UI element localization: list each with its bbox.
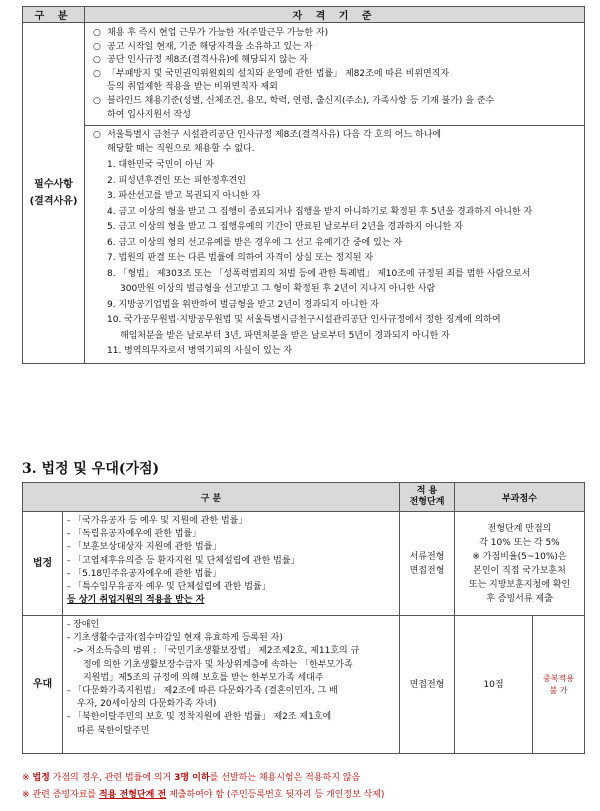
table-row — [23, 23, 585, 126]
list-item: - 장애인 — [67, 620, 100, 630]
footnote-evidence: ※ 관련 증빙자료를 적용 전형단계 전 제출하여야 함 (주민등록번호 뒷자리 등 개인정보 삭제) — [22, 790, 385, 800]
row-label-preference: 우대 — [23, 616, 63, 754]
row-label-legal: 법정 — [23, 512, 63, 616]
list-intro-continued: 해당할 때는 직원으로 채용할 수 없다. — [107, 143, 255, 154]
list-item: - 「보훈보상대상자 지원에 관한 법률」 — [67, 542, 222, 553]
numbered-item: 3. 파산선고를 받고 복권되지 아니한 자 — [107, 191, 261, 202]
footnotes — [22, 770, 592, 804]
duplicate-note: 중복적용 불 가 — [533, 616, 585, 754]
preference-list — [63, 616, 400, 754]
header-points: 부과점수 — [455, 483, 585, 512]
section-title: 3. 법정 및 우대(가점) — [22, 461, 160, 477]
qualification-table — [22, 6, 585, 364]
list-item-continued: 우자, 20세이상의 다문화가족 자녀) — [77, 699, 217, 710]
list-item-continued: 지원법」제5조의 규정에 의해 보호를 받는 한부모가족 세대주 — [83, 672, 324, 683]
list-item: ○ 공고 시작일 현재, 기준 해당자격을 소유하고 있는 자 — [93, 41, 578, 55]
list-item: ○ 채용 후 즉시 현업 근무가 가능한 자(주말근무 가능한 자) — [93, 27, 578, 41]
list-item: ○ 공단 인사규정 제8조(결격사유)에 해당되지 않는 자 — [93, 54, 578, 68]
preference-points: 10점 — [455, 616, 533, 754]
list-intro: ○ 서울특별시 금천구 시설관리공단 인사규정 제8조(결격사유) 다음 각 호의 어느 하나에 — [93, 129, 578, 143]
numbered-item: 4. 금고 이상의 형을 받고 그 집행이 종료되거나 집행을 받지 아니하기로 확정된 후 5년을 경과하지 아니한 자 — [107, 206, 533, 217]
numbered-item-continued: 해임처분을 받은 날로부터 3년, 파면처분을 받은 날로부터 5년이 경과되지 아니한 자 — [120, 330, 450, 341]
numbered-item: 1. 대한민국 국민이 아닌 자 — [107, 160, 214, 171]
list-item: - 「독립유공자예우에 관한 법률」 — [67, 529, 202, 540]
list-summary: 등 상기 취업지원의 적용을 받는 자 — [67, 595, 205, 606]
numbered-item: 6. 금고 이상의 형의 선고유예를 받은 경우에 그 선고 유예기간 중에 있는 자 — [107, 237, 403, 248]
numbered-item-continued: 300만원 이상의 벌금형을 선고받고 그 형이 확정된 후 2년이 지나지 아니한 사람 — [120, 284, 436, 295]
row-label-required: 필수사항 (결격사유) — [23, 23, 85, 364]
table-row — [23, 616, 585, 754]
disqualification-list — [85, 126, 585, 364]
list-item: ○ 블라인드 채용기준(성별, 신체조건, 용모, 학력, 연령, 출신지(주소), 가족사항 등 기재 불가) 을 준수 — [93, 95, 578, 109]
header-category: 구 분 — [23, 483, 400, 512]
numbered-item: 5. 금고 이상의 형을 받고 그 집행유예의 기간이 만료된 날로부터 2년을 경과하지 아니한 자 — [107, 222, 463, 233]
list-item-continued: 등의 취업제한 적용을 받는 비위면직자 제외 — [107, 82, 278, 93]
list-item: ○ 「부패방지 및 국민권익위원회의 설치와 운영에 관한 법률」 제82조에 따른 비위면직자 — [93, 68, 578, 82]
list-item: -> 저소득층의 범위 : 「국민기초생활보장법」 제2조제2호, 제11호의 규 — [73, 646, 360, 657]
list-item: - 「5.18민주유공자예우에 관한 법률」 — [67, 568, 222, 579]
table-header-row — [23, 7, 585, 23]
legal-law-list — [63, 512, 400, 616]
numbered-item: 9. 지방공기업법을 위반하여 벌금형을 받고 2년이 경과되지 아니한 자 — [107, 299, 379, 310]
preference-stage: 면접전형 — [400, 616, 455, 754]
table-row — [23, 512, 585, 616]
numbered-item: 8. 「형법」 제303조 또는 「성폭력범죄의 처벌 등에 관한 특례법」 제10조에 규정된 죄를 범한 사람으로서 — [107, 268, 531, 279]
legal-stage: 서류전형 면접전형 — [400, 512, 455, 616]
header-category: 구 분 — [23, 7, 85, 23]
table-row — [23, 126, 585, 364]
list-item: - 「다문화가족지원법」 제2조에 따른 다문화가족 (결혼이민자, 그 배 — [67, 686, 338, 697]
list-item-continued: 따른 북한이탈주민 — [77, 725, 150, 736]
bonus-points-table — [22, 482, 585, 754]
list-item-continued: 하여 입사지원서 작성 — [107, 109, 191, 120]
list-item: - 「고엽제후유의증 등 환자지원 및 단체설립에 관한 법률」 — [67, 555, 300, 566]
requirement-bullets — [85, 23, 585, 126]
footnote-legal: ※ 법정 가점의 경우, 관련 법률에 의거 3명 이하를 선발하는 채용시험은 적용하지 않음 — [22, 773, 361, 783]
list-item-continued: 정에 의한 기초생활보장수급자 및 차상위계층에 속하는 「한부모가족 — [83, 659, 353, 670]
numbered-item: 2. 피성년후견인 또는 피한정후견인 — [107, 175, 246, 186]
numbered-item: 11. 병역의무자로서 병역기피의 사실이 있는 자 — [107, 346, 293, 357]
numbered-item: 7. 법원의 판결 또는 다른 법률에 의하여 자격이 상실 또는 정지된 자 — [107, 253, 374, 264]
numbered-item: 10. 국가공무원법·지방공무원법 및 서울특별시금천구시설관리공단 인사규정에서 정한 징계에 의하여 — [107, 315, 501, 326]
table-header-row — [23, 483, 585, 512]
list-item: - 기초생활수급자(접수마감일 현재 유효하게 등록된 자) — [67, 633, 283, 644]
list-item: - 「특수임무유공자 예우 및 단체설립에 관한 법률」 — [67, 582, 271, 593]
legal-points: 전형단계 만점의 각 10% 또는 각 5% ※ 가점비율(5~10%)은 본인이 직접 국가보훈처 또는 지방보훈지청에 확인 후 증빙서류 제출 — [455, 512, 585, 616]
header-criteria: 자 격 기 준 — [85, 7, 585, 23]
header-stage: 적 용 전형단계 — [400, 483, 455, 512]
list-item: - 「국가유공자 등 예우 및 지원에 관한 법률」 — [67, 516, 248, 526]
list-item: - 「북한이탈주민의 보호 및 정착지원에 관한 법률」 제2조 제1호에 — [67, 712, 332, 723]
